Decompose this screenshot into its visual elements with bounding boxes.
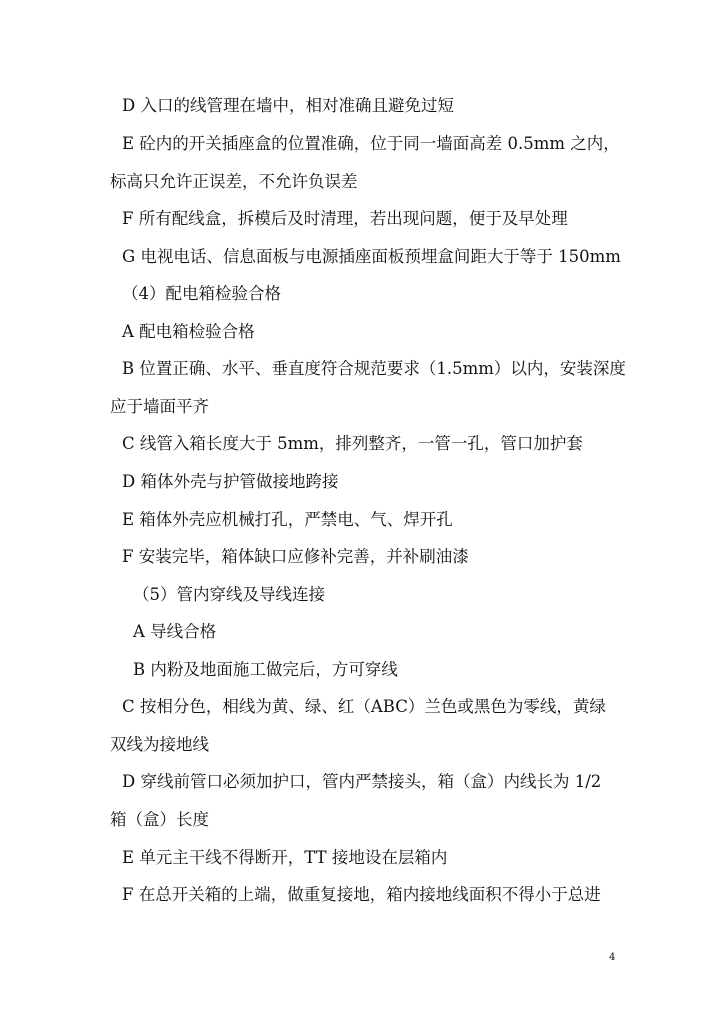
text-line: D 穿线前管口必须加护口，管内严禁接头，箱（盒）内线长为 1/2: [122, 772, 602, 791]
text-line: C 按相分色，相线为黄、绿、红（ABC）兰色或黑色为零线，黄绿: [122, 697, 606, 716]
text-line: E 单元主干线不得断开，TT 接地设在层箱内: [122, 848, 448, 867]
text-line: （4）配电箱检验合格: [122, 284, 281, 303]
text-line: E 砼内的开关插座盒的位置准确，位于同一墙面高差 0.5mm 之内，: [122, 134, 620, 153]
text-line: F 安装完毕，箱体缺口应修补完善，并补刷油漆: [122, 547, 469, 566]
text-line: F 所有配线盒，拆模后及时清理，若出现问题，便于及早处理: [122, 209, 568, 228]
text-line: 双线为接地线: [110, 735, 209, 754]
text-line: G 电视电话、信息面板与电源插座面板预埋盒间距大于等于 150mm: [122, 247, 621, 266]
text-line: D 箱体外壳与护管做接地跨接: [122, 472, 339, 491]
page-number: 4: [609, 952, 616, 963]
text-line: B 内粉及地面施工做完后，方可穿线: [133, 660, 398, 679]
text-line: 箱（盒）长度: [110, 810, 209, 829]
text-line: （5）管内穿线及导线连接: [133, 585, 325, 604]
text-line: A 导线合格: [133, 622, 217, 641]
text-line: D 入口的线管理在墙中，相对准确且避免过短: [122, 96, 454, 115]
text-line: F 在总开关箱的上端，做重复接地，箱内接地线面积不得小于总进: [122, 885, 601, 904]
text-line: 标高只允许正误差，不允许负误差: [110, 172, 358, 191]
text-line: B 位置正确、水平、垂直度符合规范要求（1.5mm）以内，安装深度: [122, 359, 626, 378]
text-line: C 线管入箱长度大于 5mm，排列整齐，一管一孔，管口加护套: [122, 434, 583, 453]
text-line: E 箱体外壳应机械打孔，严禁电、气、焊开孔: [122, 510, 453, 529]
text-line: A 配电箱检验合格: [122, 322, 255, 341]
text-line: 应于墙面平齐: [110, 397, 209, 416]
